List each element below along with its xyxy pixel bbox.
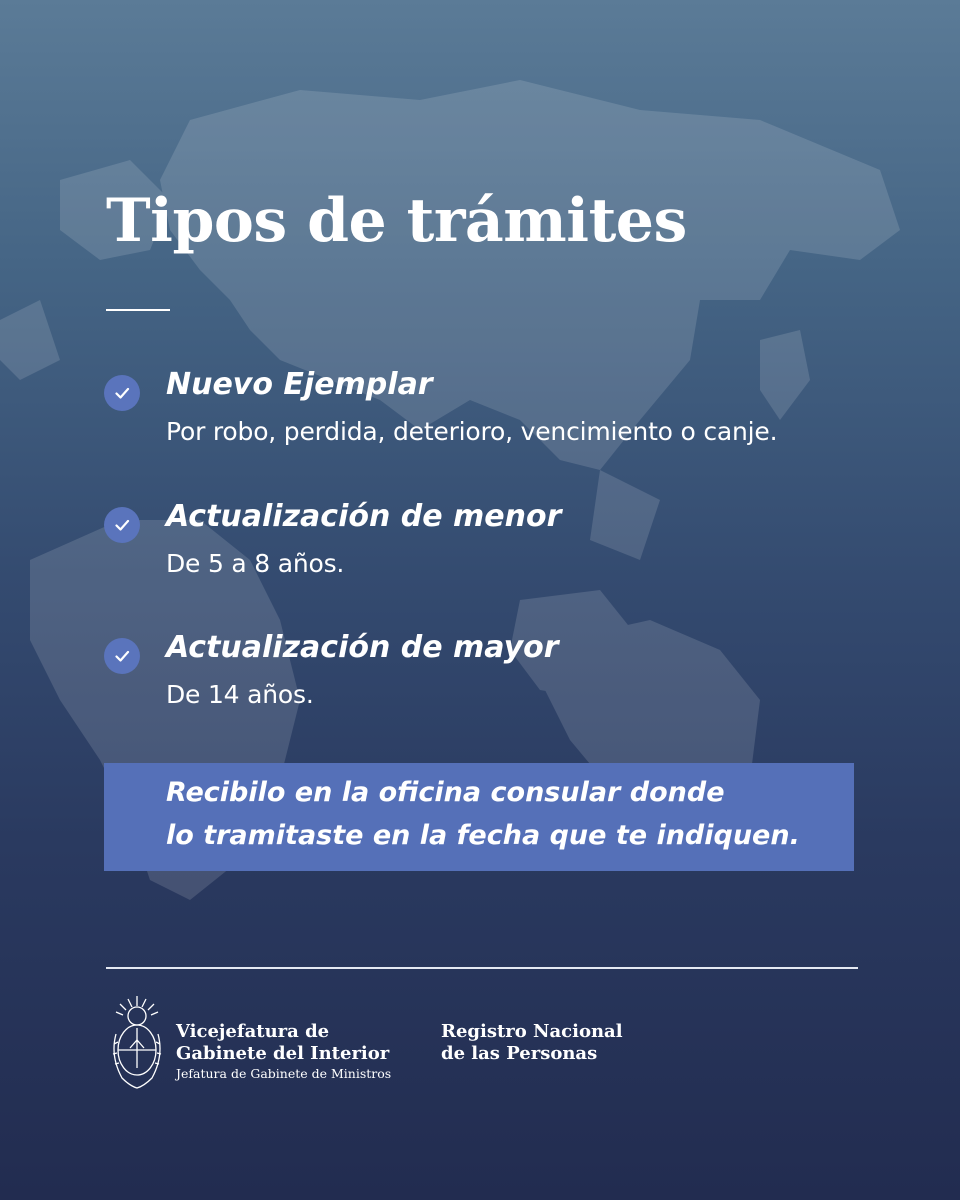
footer-divider (106, 967, 858, 969)
national-seal-icon (106, 994, 168, 1092)
item-title: Actualización de menor (166, 499, 562, 534)
org-line: Registro Nacional (441, 1021, 623, 1042)
item-description: Por robo, perdida, deterioro, vencimiento o canje. (166, 417, 778, 446)
check-icon (104, 507, 140, 543)
org-line: Vicejefatura de (176, 1021, 330, 1042)
title-underline (106, 309, 170, 311)
item-title: Actualización de mayor (166, 630, 559, 665)
page-title: Tipos de trámites (106, 186, 687, 256)
org-subline: Jefatura de Gabinete de Ministros (176, 1066, 392, 1081)
org-registro-nacional (441, 1021, 623, 1065)
callout-box (104, 763, 854, 871)
item-description: De 14 años. (166, 680, 314, 709)
item-description: De 5 a 8 años. (166, 549, 345, 578)
org-line: Gabinete del Interior (176, 1043, 390, 1064)
check-icon (104, 638, 140, 674)
callout-line-2: lo tramitaste en la fecha que te indiquen. (166, 820, 800, 851)
org-line: de las Personas (441, 1043, 598, 1064)
check-icon (104, 375, 140, 411)
callout-line-1: Recibilo en la oficina consular donde (166, 777, 725, 808)
org-vicejefatura (176, 1021, 391, 1082)
item-title: Nuevo Ejemplar (166, 367, 433, 402)
